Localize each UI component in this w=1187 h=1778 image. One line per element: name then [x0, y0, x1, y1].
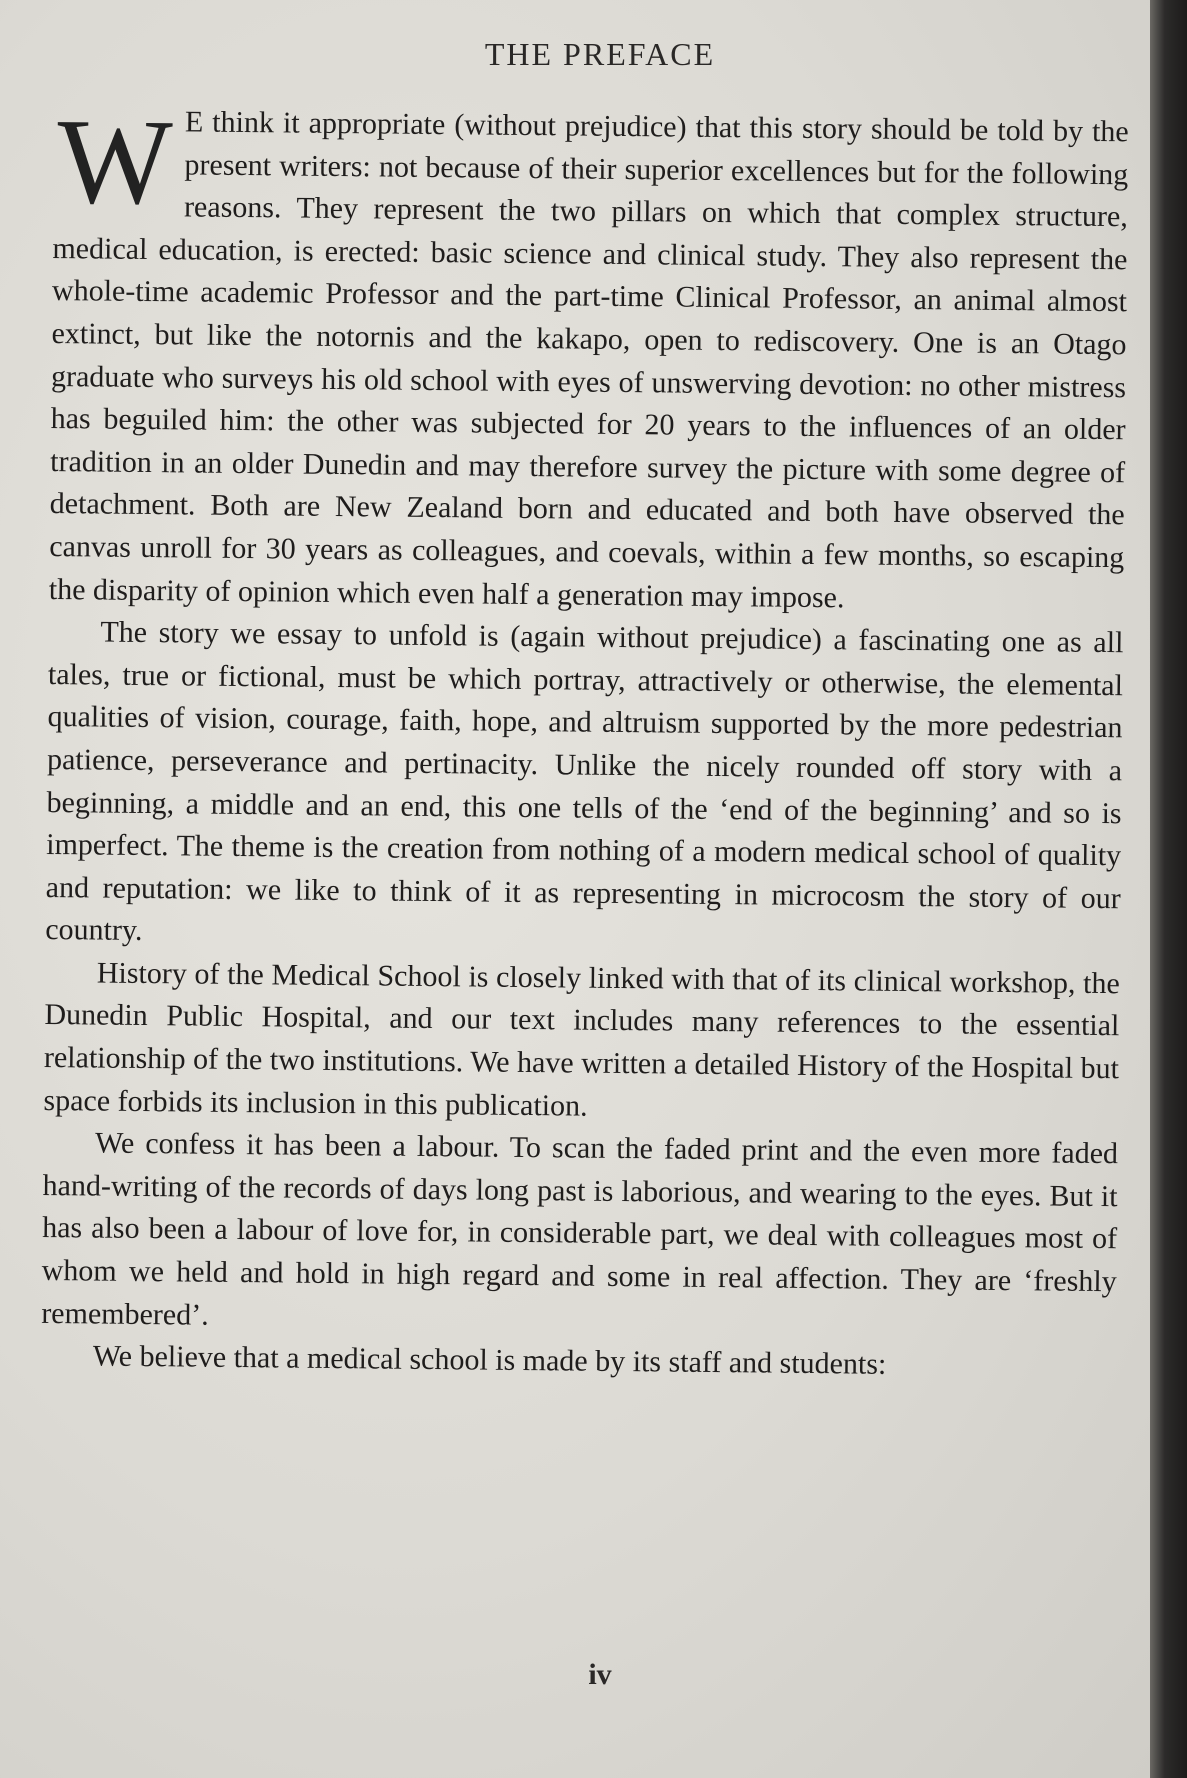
paragraph-4: We confess it has been a labour. To scan the faded print and the even more faded hand-writing of the records of days long past is laborious, and wearing to the eyes. But it has also been a labour of love for, in considerable part, we deal with colleagues most of whom we held and hold in high regard and some in real affection. They are ‘freshly remembered’.: [41, 1126, 1119, 1332]
paragraph-1-text: E think it appropriate (without prejudice) that this story should be told by the present writers: not because of their superior excellences but for the following reasons. They represent the two pillars on which that complex structure, medical education, is erected: basic science and clinical study. They also represent the whole-time academic Professor and the part-time Clinical Professor, an animal almost extinct, but like the notornis and the kakapo, open to rediscovery. One is an Otago graduate who surveys his old school with eyes of unswerving devotion: no other mistress has beguiled him: the other was subjected for 20 years to the influences of an older tradition in an older Dunedin and may therefore survey the picture with some degree of detachment. Both are New Zealand born and educated and both have observed the canvas unroll for 30 years as colleagues, and coevals, within a few months, so escaping the disparity of opinion which even half a generation may impose.: [48, 105, 1129, 614]
paragraph-1: [48, 94, 1129, 622]
page-number: iv: [588, 1658, 612, 1691]
preface-text: [41, 94, 1129, 1389]
book-spine-shadow: [1150, 0, 1187, 1778]
running-head: THE PREFACE: [484, 36, 716, 72]
drop-cap: W: [56, 94, 174, 231]
paragraph-3: History of the Medical School is closely linked with that of its clinical workshop, the Dunedin Public Hospital, and our text includes many references to the essential relationship of the two institutions. We have written a detailed History of the Hospital but space forbids its inclusion in this publication.: [43, 956, 1120, 1123]
paragraph-5: We believe that a medical school is made by its staff and students:: [92, 1339, 887, 1382]
paragraph-2: The story we essay to unfold is (again without prejudice) a fascinating one as all tales, true or fictional, must be which portray, attractively or otherwise, the elemental qualities of vision, courage, faith, hope, and altruism supported by the more pedestrian patience, perseverance and pertinacity. Unlike the nicely rounded off story with a beginning, a middle and an end, this one tells of the ‘end of the beginning’ and so is imperfect. The theme is the creation from nothing of a modern medical school of quality and reputation: we like to think of it as representing in microcosm the story of our country.: [45, 615, 1124, 948]
